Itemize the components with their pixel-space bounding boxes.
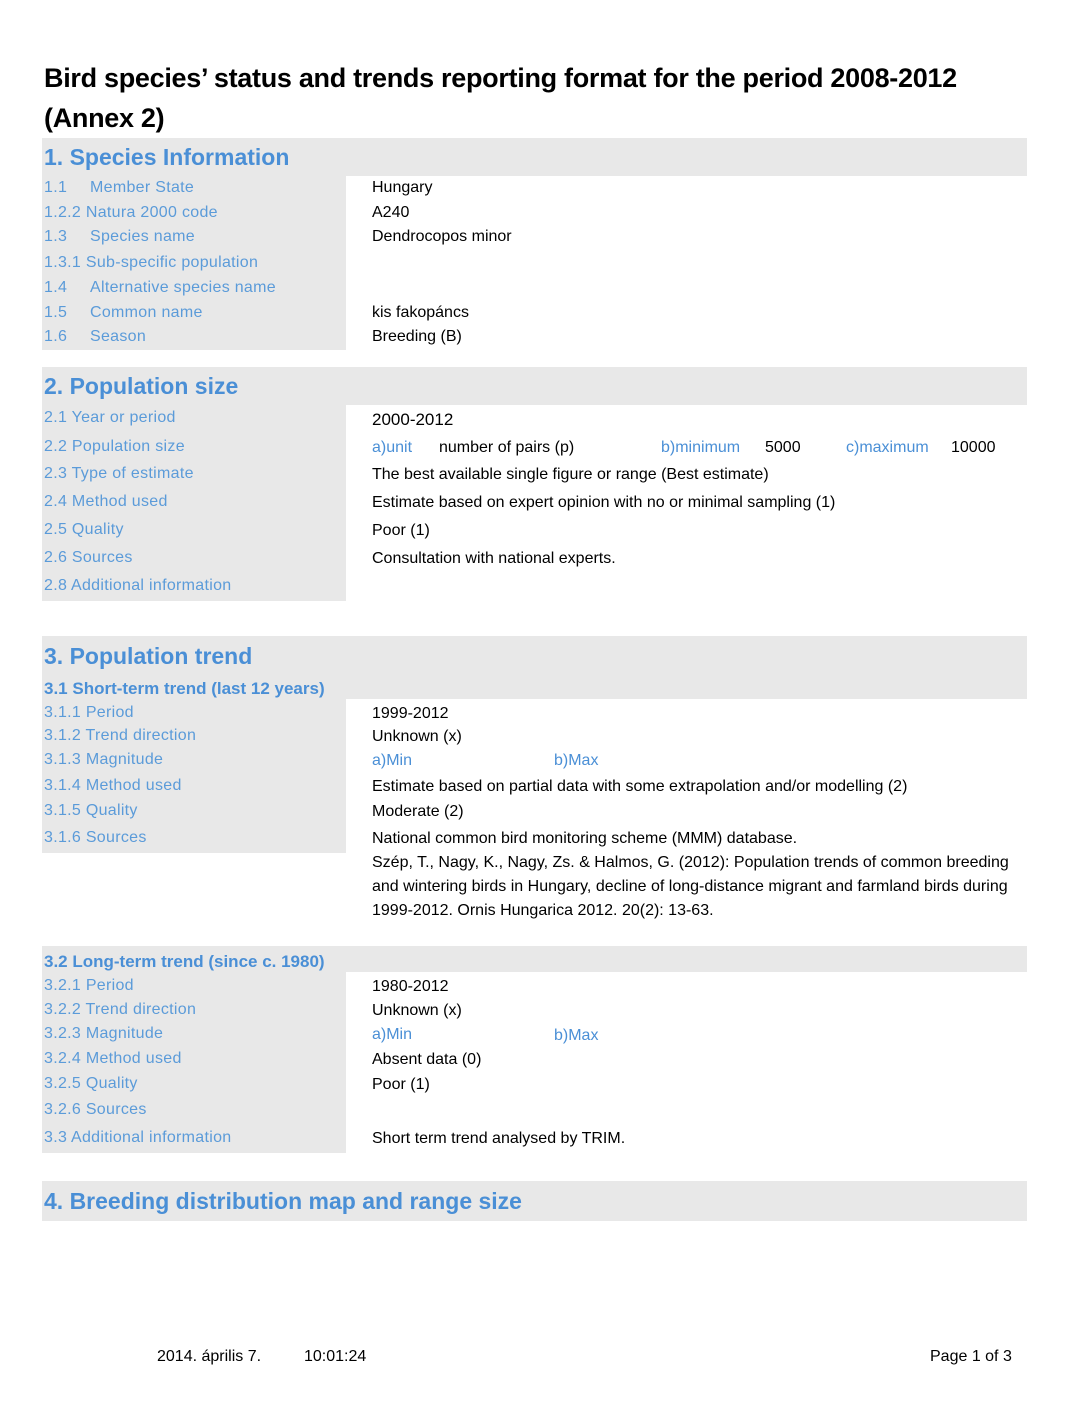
section-4-title: 4. Breeding distribution map and range size [44,1188,522,1214]
row-label: Species name [90,228,195,245]
row-label: 2.6 Sources [44,549,133,566]
long-method-value: Absent data (0) [372,1051,482,1068]
row-label: Season [90,328,147,345]
section-2-header [42,367,1027,405]
row-label: Natura 2000 code [85,204,218,221]
short-direction-value: Unknown (x) [372,728,462,745]
row-label: 3.1.3 Magnitude [44,751,164,768]
row-label: Common name [90,304,203,321]
section-1-header [42,138,1027,176]
row-label: Sub-specific population [85,254,259,271]
long-direction-value: Unknown (x) [372,1002,462,1019]
minimum-label: b)minimum [661,439,741,456]
short-term-title: 3.1 Short-term trend (last 12 years) [44,679,325,698]
section-3-title: 3. Population trend [44,643,253,669]
row-number: 1.3 [44,228,68,245]
member-state-value: Hungary [372,179,433,196]
sources-value: Consultation with national experts. [372,550,616,567]
maximum-label: c)maximum [846,439,929,456]
short-min-label: a)Min [372,752,413,769]
row-label: 3.2.4 Method used [44,1050,182,1067]
row-label: 2.8 Additional information [44,577,232,594]
footer-date: 2014. április 7. [157,1348,262,1365]
row-number: 1.1 [44,179,68,196]
common-name-value: kis fakopáncs [372,304,469,321]
maximum-value: 10000 [951,439,996,456]
long-quality-value: Poor (1) [372,1076,430,1093]
long-period-value: 1980-2012 [372,978,449,995]
row-label: 3.1.5 Quality [44,802,138,819]
row-label: 3.2.1 Period [44,977,134,994]
row-label: 3.1.6 Sources [44,829,147,846]
year-period-value: 2000-2012 [372,410,454,429]
long-max-label: b)Max [554,1027,599,1044]
short-sources-value: National common bird monitoring scheme (MMM) database. [372,830,798,847]
short-sources-reference: Szép, T., Nagy, K., Nagy, Zs. & Halmos, G. (2012): Population trends of common breeding and wintering birds in Hungary, decline of long-distance migrant and farmland birds during 1999-2012. Ornis Hungarica 2012. 20(2): 13-63. [372,854,1009,919]
type-of-estimate-value: The best available single figure or range (Best estimate) [372,466,769,483]
footer-time: 10:01:24 [304,1348,367,1365]
short-quality-value: Moderate (2) [372,803,464,820]
row-label: 2.1 Year or period [44,409,176,426]
row-label: 2.5 Quality [44,521,124,538]
unit-value: number of pairs (p) [439,439,575,456]
species-name-value: Dendrocopos minor [372,228,512,245]
row-number: 1.6 [44,328,68,345]
row-number: 1.5 [44,304,68,321]
row-number: 1.3.1 [44,254,82,271]
section-4-header [42,1181,1027,1221]
row-label: 2.2 Population size [44,438,185,455]
short-max-label: b)Max [554,752,599,769]
season-value: Breeding (B) [372,328,462,345]
row-label: 3.2.6 Sources [44,1101,147,1118]
row-label: 3.1.1 Period [44,704,134,721]
long-min-label: a)Min [372,1026,413,1043]
row-label: 2.4 Method used [44,493,168,510]
short-period-value: 1999-2012 [372,705,449,722]
unit-label: a)unit [372,439,413,456]
footer-page-number: Page 1 of 3 [930,1348,1012,1365]
row-label: 2.3 Type of estimate [44,465,194,482]
section-1-title: 1. Species Information [44,144,290,170]
document-title: Bird species’ status and trends reporting format for the period 2008-2012 (Annex 2) [44,63,957,133]
minimum-value: 5000 [765,439,801,456]
row-label: 3.1.2 Trend direction [44,727,197,744]
long-term-title: 3.2 Long-term trend (since c. 1980) [44,952,325,971]
row-number: 1.2.2 [44,204,82,221]
row-label: Member State [90,179,195,196]
row-label: 3.2.2 Trend direction [44,1001,197,1018]
row-label: Alternative species name [90,279,276,296]
row-number: 1.4 [44,279,68,296]
natura-code-value: A240 [372,204,410,221]
row-label: 3.1.4 Method used [44,777,182,794]
row-label: 3.2.3 Magnitude [44,1025,164,1042]
trend-additional-value: Short term trend analysed by TRIM. [372,1130,626,1147]
method-used-value: Estimate based on expert opinion with no or minimal sampling (1) [372,494,836,511]
row-label: 3.2.5 Quality [44,1075,138,1092]
row-label: 3.3 Additional information [44,1129,232,1146]
section-2-title: 2. Population size [44,373,239,399]
quality-value: Poor (1) [372,522,430,539]
short-method-value: Estimate based on partial data with some extrapolation and/or modelling (2) [372,778,908,795]
